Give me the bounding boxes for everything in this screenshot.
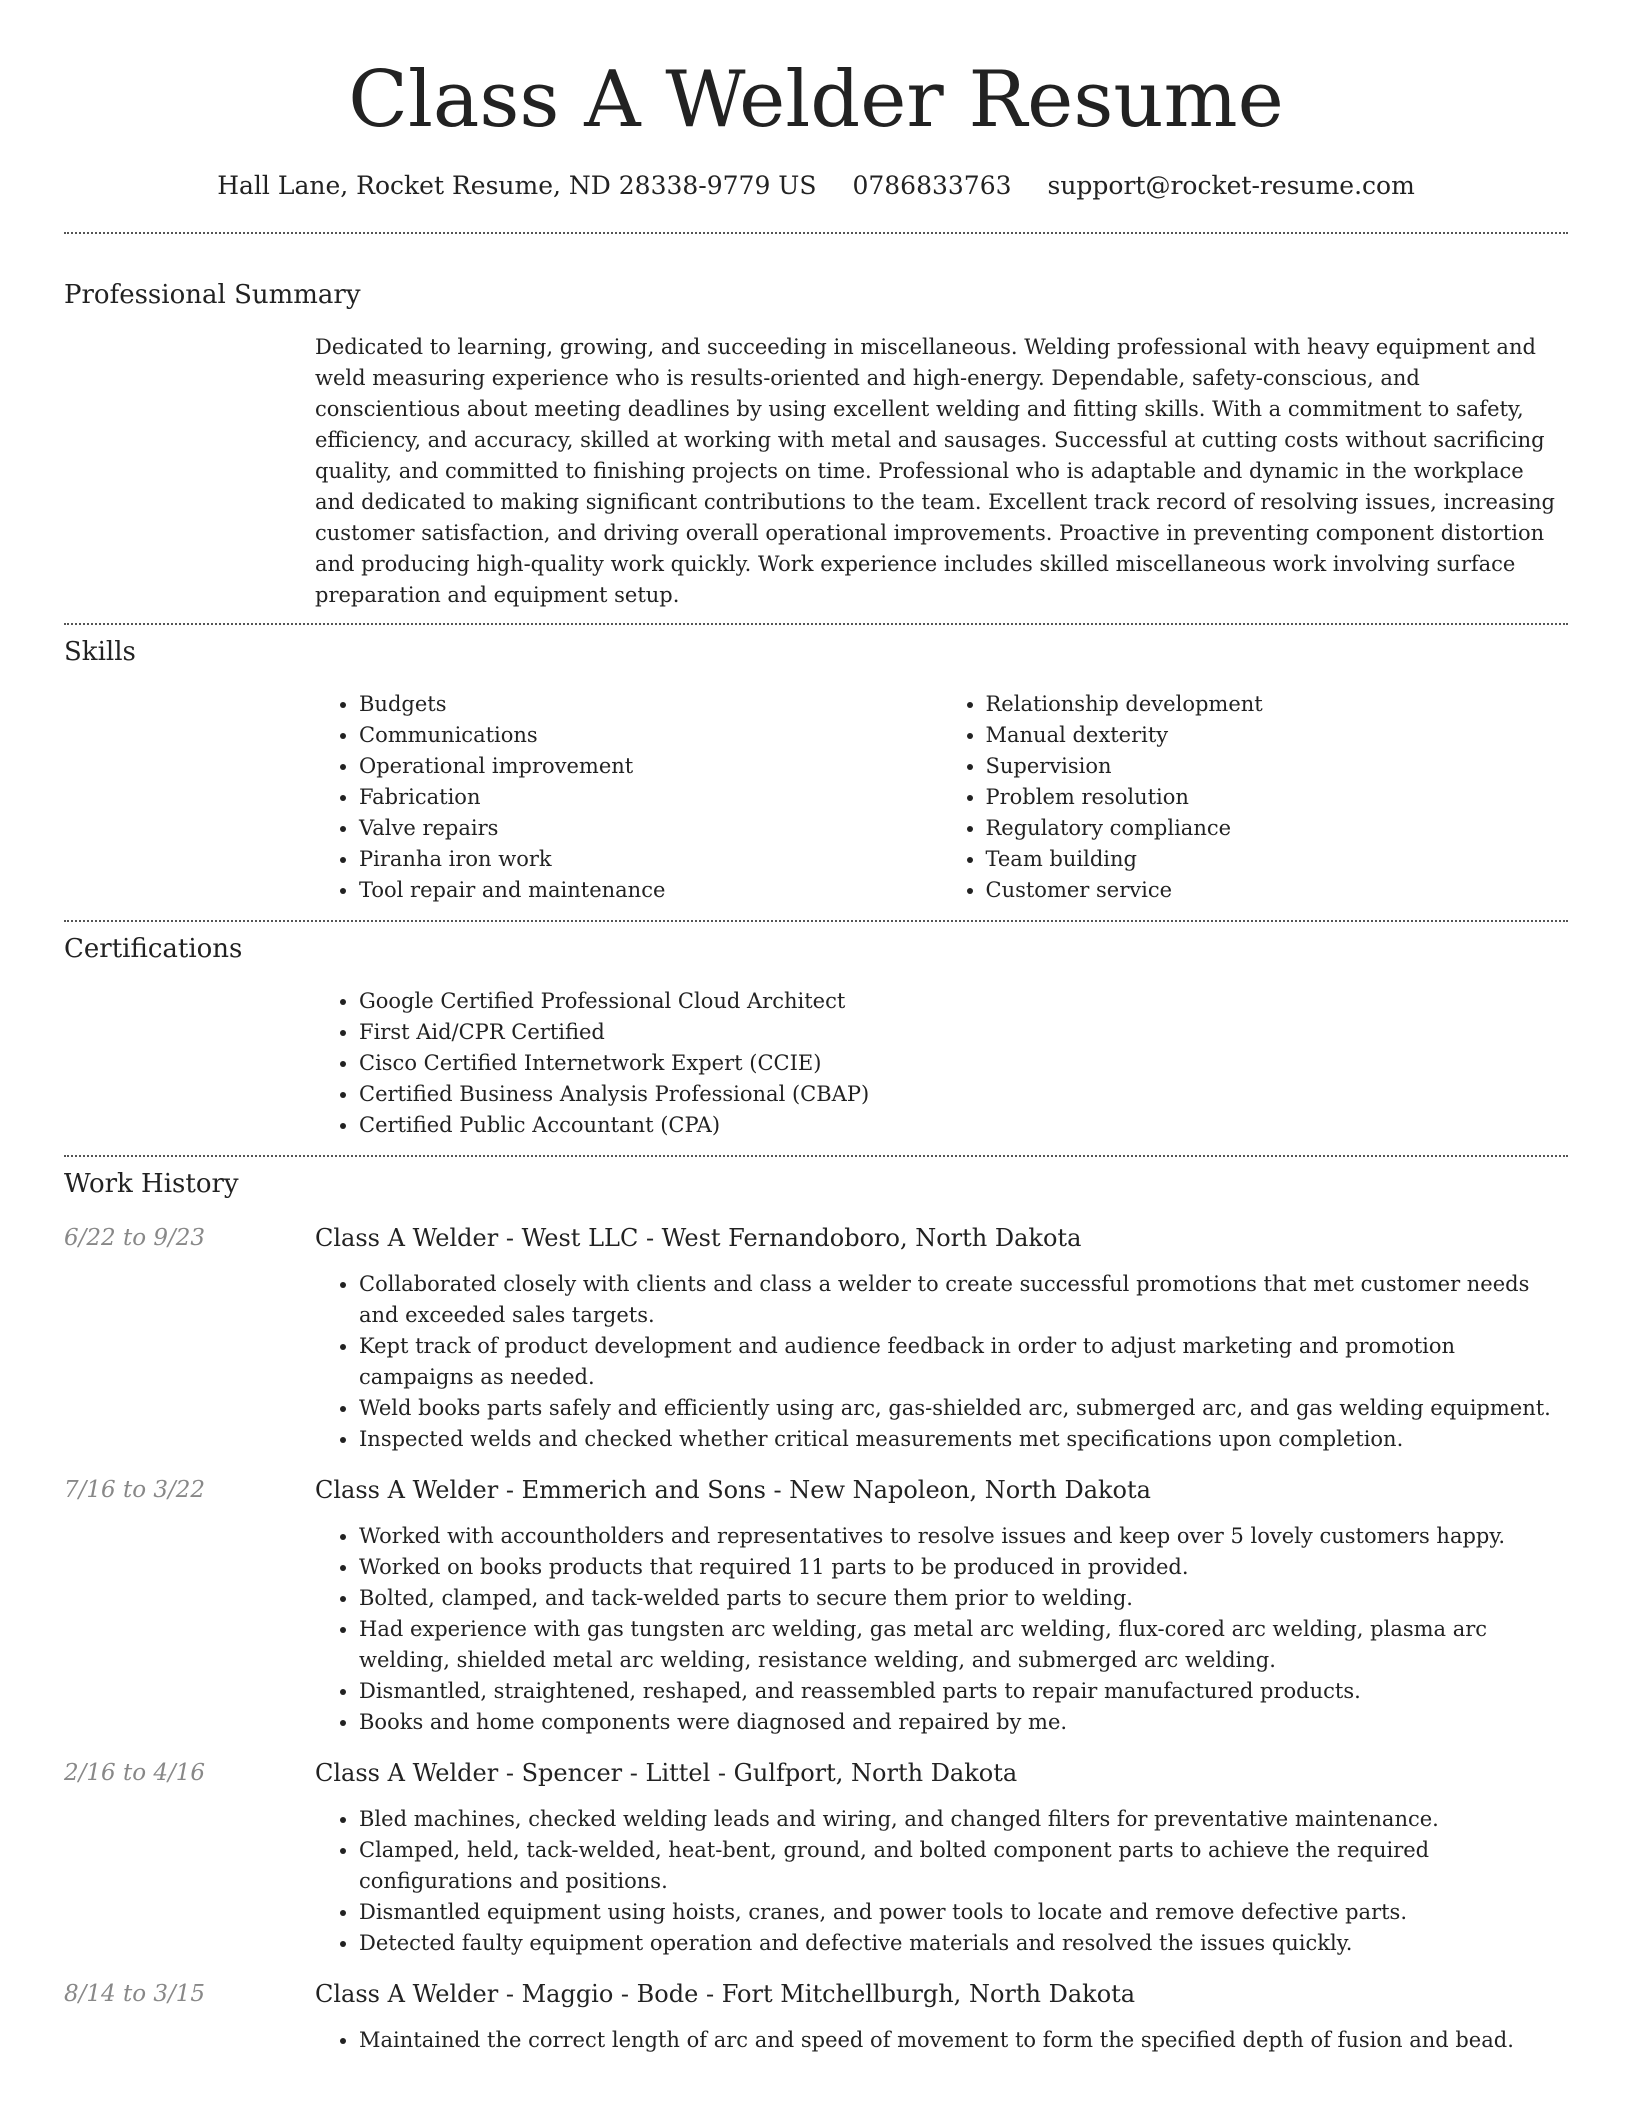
professional-summary-section xyxy=(0,234,1632,611)
job-dates: 7/16 to 3/22 xyxy=(64,1477,206,1503)
skill-item: • Budgets xyxy=(359,689,942,720)
certifications-list xyxy=(315,986,1568,1141)
section-title-summary: Professional Summary xyxy=(64,280,361,310)
job-bullets xyxy=(315,1269,1568,1455)
certification-item: • Google Certified Professional Cloud Architect xyxy=(359,986,1568,1017)
job-bullet: • Bled machines, checked welding leads and wiring, and changed filters for preventative maintenance. xyxy=(359,1804,1568,1835)
job-title: Class A Welder - West LLC - West Fernandoboro, North Dakota xyxy=(315,1224,1082,1252)
resume-header xyxy=(0,0,1632,202)
contact-phone: 0786833763 xyxy=(852,171,1012,200)
job-dates: 6/22 to 9/23 xyxy=(64,1225,206,1251)
skill-item: • Communications xyxy=(359,720,942,751)
skills-column-left xyxy=(315,689,942,906)
job-title: Class A Welder - Spencer - Littel - Gulfport, North Dakota xyxy=(315,1759,1018,1787)
job-bullets xyxy=(315,1521,1568,1738)
section-title-certifications: Certifications xyxy=(64,934,243,964)
certification-item: • Certified Business Analysis Professional (CBAP) xyxy=(359,1079,1568,1110)
job-bullet: • Kept track of product development and audience feedback in order to adjust marketing and promotion campaigns as needed. xyxy=(359,1331,1568,1393)
certifications-content xyxy=(315,986,1568,1141)
job-bullet: • Collaborated closely with clients and class a welder to create successful promotions that met customer needs and exceeded sales targets. xyxy=(359,1269,1568,1331)
job-details xyxy=(315,1977,1568,2056)
skill-item: • Relationship development xyxy=(986,689,1569,720)
job-bullet: • Bolted, clamped, and tack-welded parts to secure them prior to welding. xyxy=(359,1583,1568,1614)
job-bullet: • Dismantled equipment using hoists, cranes, and power tools to locate and remove defective parts. xyxy=(359,1897,1568,1928)
job-bullet: • Maintained the correct length of arc and speed of movement to form the specified depth of fusion and bead. xyxy=(359,2025,1568,2056)
work-history-section xyxy=(0,1157,1632,2056)
job-bullet: • Clamped, held, tack-welded, heat-bent, ground, and bolted component parts to achieve the required configurations and positions. xyxy=(359,1835,1568,1897)
skill-item: • Fabrication xyxy=(359,782,942,813)
skills-list xyxy=(315,689,1568,906)
skill-item: • Valve repairs xyxy=(359,813,942,844)
job-entry xyxy=(64,1977,1568,2056)
skill-item: • Operational improvement xyxy=(359,751,942,782)
certification-item: • First Aid/CPR Certified xyxy=(359,1017,1568,1048)
certification-item: • Certified Public Accountant (CPA) xyxy=(359,1110,1568,1141)
contact-email: support@rocket-resume.com xyxy=(1047,171,1415,200)
job-entry xyxy=(64,1221,1568,1455)
section-title-skills: Skills xyxy=(64,637,136,667)
job-details xyxy=(315,1756,1568,1959)
work-history-list xyxy=(64,1221,1568,2056)
section-title-work: Work History xyxy=(64,1169,239,1199)
job-entry xyxy=(64,1473,1568,1738)
skill-item: • Supervision xyxy=(986,751,1569,782)
job-dates: 8/14 to 3/15 xyxy=(64,1981,206,2007)
skills-section xyxy=(0,625,1632,906)
job-bullets xyxy=(315,2025,1568,2056)
skill-item: • Tool repair and maintenance xyxy=(359,875,942,906)
job-bullet: • Worked with accountholders and representatives to resolve issues and keep over 5 lovely customers happy. xyxy=(359,1521,1568,1552)
skill-item: • Problem resolution xyxy=(986,782,1569,813)
skill-item: • Manual dexterity xyxy=(986,720,1569,751)
job-details xyxy=(315,1473,1568,1738)
job-bullet: • Had experience with gas tungsten arc welding, gas metal arc welding, flux-cored arc welding, plasma arc welding, shielded metal arc welding, resistance welding, and submerged arc welding. xyxy=(359,1614,1568,1676)
job-bullet: • Inspected welds and checked whether critical measurements met specifications upon completion. xyxy=(359,1424,1568,1455)
job-details xyxy=(315,1221,1568,1455)
skill-item: • Team building xyxy=(986,844,1569,875)
certifications-section xyxy=(0,922,1632,1141)
job-entry xyxy=(64,1756,1568,1959)
job-dates: 2/16 to 4/16 xyxy=(64,1760,206,1786)
job-bullet: • Dismantled, straightened, reshaped, and reassembled parts to repair manufactured products. xyxy=(359,1676,1568,1707)
contact-address: Hall Lane, Rocket Resume, ND 28338-9779 US xyxy=(217,171,817,200)
job-bullet: • Books and home components were diagnosed and repaired by me. xyxy=(359,1707,1568,1738)
summary-content xyxy=(315,332,1568,611)
skills-column-right xyxy=(942,689,1569,906)
summary-text: Dedicated to learning, growing, and succeeding in miscellaneous. Welding professional with heavy equipment and weld measuring experience who is results-oriented and high-energy. Dependable, safety-conscious, and conscientious about meeting deadlines by using excellent welding and fitting skills. With a commitment to safety, efficiency, and accuracy, skilled at working with metal and sausages. Successful at cutting costs without sacrificing quality, and committed to finishing projects on time. Professional who is adaptable and dynamic in the workplace and dedicated to making significant contributions to the team. Excellent track record of resolving issues, increasing customer satisfaction, and driving overall operational improvements. Proactive in preventing component distortion and producing high-quality work quickly. Work experience includes skilled miscellaneous work involving surface preparation and equipment setup. xyxy=(315,335,1555,607)
skill-item: • Regulatory compliance xyxy=(986,813,1569,844)
job-bullet: • Detected faulty equipment operation and defective materials and resolved the issues quickly. xyxy=(359,1928,1568,1959)
resume-title: Class A Welder Resume xyxy=(348,55,1284,145)
certification-item: • Cisco Certified Internetwork Expert (CCIE) xyxy=(359,1048,1568,1079)
job-title: Class A Welder - Maggio - Bode - Fort Mitchellburgh, North Dakota xyxy=(315,1980,1136,2008)
job-title: Class A Welder - Emmerich and Sons - New Napoleon, North Dakota xyxy=(315,1476,1151,1504)
job-bullet: • Worked on books products that required 11 parts to be produced in provided. xyxy=(359,1552,1568,1583)
job-bullet: • Weld books parts safely and efficiently using arc, gas-shielded arc, submerged arc, and gas welding equipment. xyxy=(359,1393,1568,1424)
job-bullets xyxy=(315,1804,1568,1959)
skill-item: • Piranha iron work xyxy=(359,844,942,875)
skill-item: • Customer service xyxy=(986,875,1569,906)
contact-line xyxy=(0,170,1632,202)
